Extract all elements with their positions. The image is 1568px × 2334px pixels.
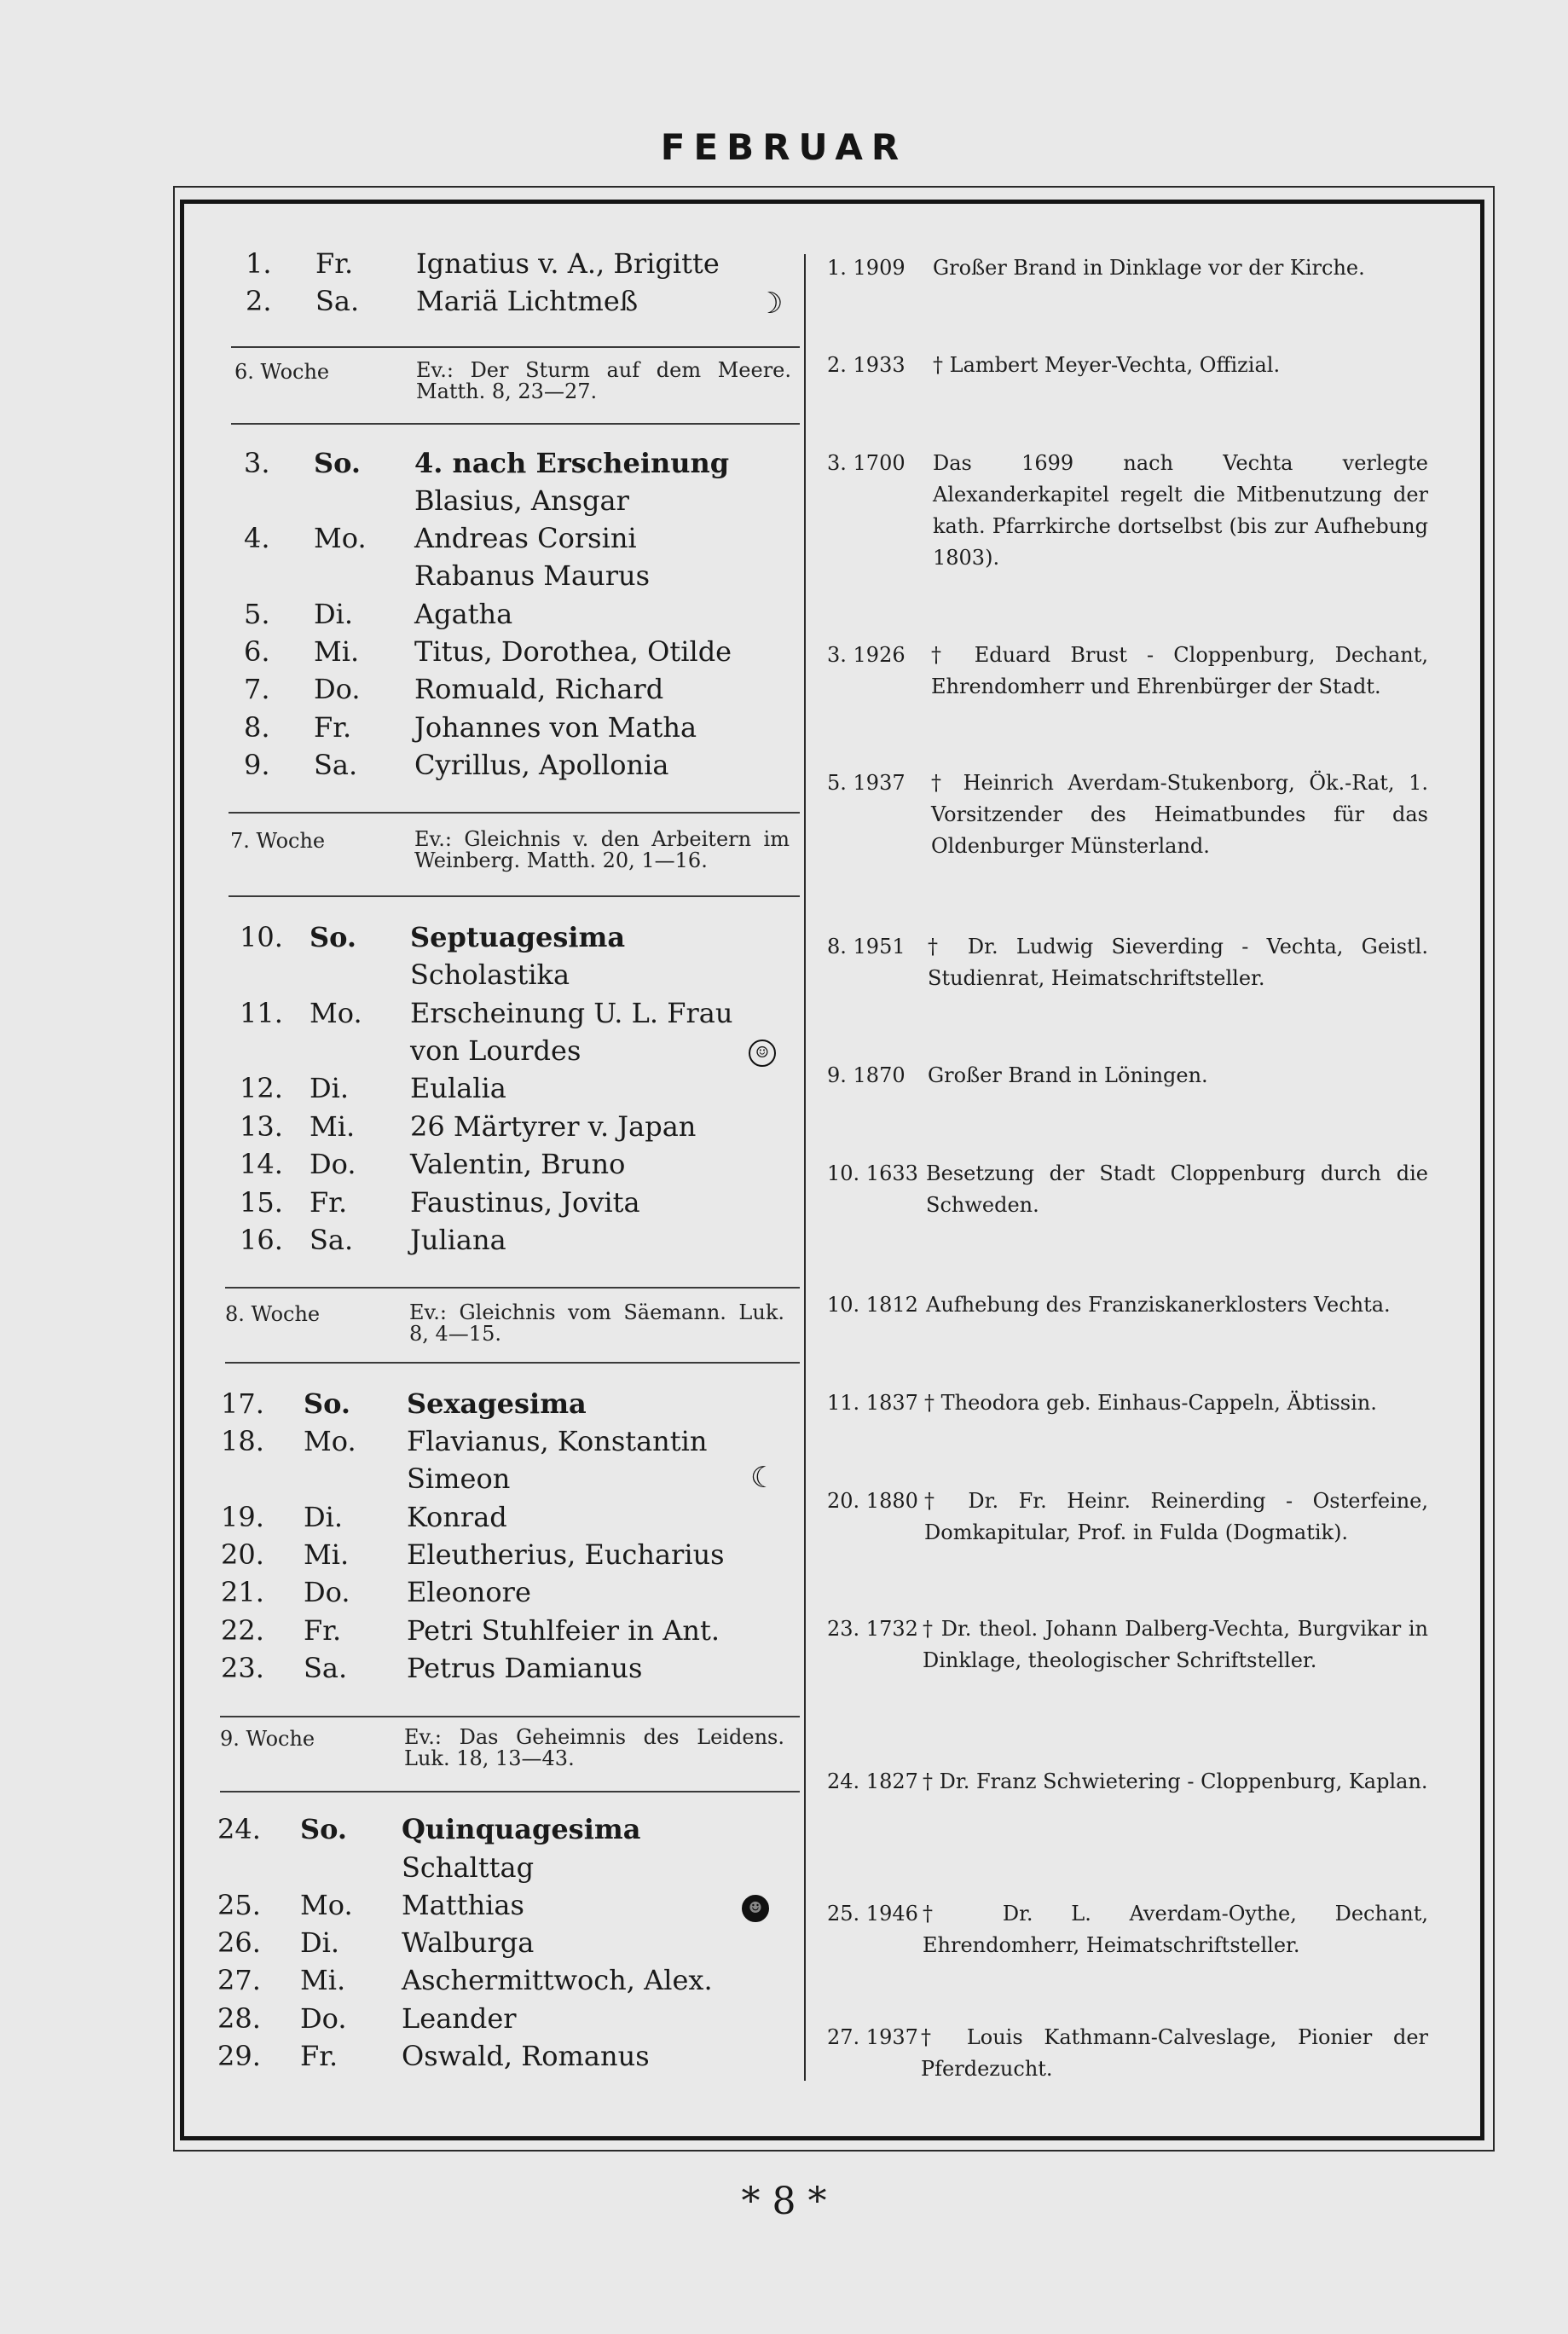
saint-continuation: Scholastika [410,959,570,991]
saint-continuation: Schalttag [402,1851,535,1884]
new-moon-icon: ☻ [742,1895,769,1922]
divider [225,1362,800,1364]
week-gospel: Ev.: Gleichnis vom Säemann. Luk. 8, 4—15. [409,1300,784,1346]
day-number: 17. [221,1387,264,1420]
saint-name: Mariä Lichtmeß [416,285,639,317]
saint-name: Konrad [407,1501,507,1533]
saint-name: Romuald, Richard [414,673,664,705]
divider [220,1716,800,1717]
saint-name: Eleonore [407,1576,531,1608]
day-number: 7. [244,673,270,705]
event-text: Aufhebung des Franziskanerklosters Vechta. [926,1293,1391,1317]
history-event [827,1898,1428,1961]
day-number: 22. [221,1614,264,1647]
weekday: So. [304,1387,351,1420]
weekday: Do. [304,1576,350,1608]
day-number: 11. [240,997,283,1029]
weekday: Mo. [314,522,367,554]
event-date: 2. 1933 [827,353,906,377]
event-text: Großer Brand in Löningen. [928,1063,1208,1087]
day-number: 28. [217,2002,261,2035]
column-separator [804,254,806,2081]
saint-name: Aschermittwoch, Alex. [402,1964,713,1996]
saint-name: Eleutherius, Eucharius [407,1538,725,1571]
weekday: Mi. [300,1964,346,1996]
saint-name: Petrus Damianus [407,1652,643,1684]
event-date: 1. 1909 [827,256,906,280]
saint-name: Titus, Dorothea, Otilde [414,635,732,668]
week-label: 7. Woche [230,829,326,853]
weekday: Sa. [304,1652,348,1684]
weekday: Fr. [310,1186,348,1219]
divider [229,895,800,897]
weekday: Fr. [315,247,354,280]
event-text: † Heinrich Averdam-Stukenborg, Ök.-Rat, 1. Vorsitzender des Heimatbundes für das Oldenburger Münsterland. [931,771,1428,858]
saint-name: 26 Märtyrer v. Japan [410,1110,697,1143]
divider [225,1287,800,1289]
event-text: † Dr. Fr. Heinr. Reinerding - Osterfeine, Domkapitular, Prof. in Fulda (Dogmatik). [924,1489,1428,1544]
saint-name: Matthias [402,1889,524,1921]
event-text: Besetzung der Stadt Cloppenburg durch die Schweden. [926,1161,1428,1217]
day-number: 4. [244,522,270,554]
history-event [827,1387,1428,1419]
day-number: 13. [240,1110,283,1143]
event-date: 3. 1926 [827,643,906,667]
day-number: 6. [244,635,270,668]
day-number: 29. [217,2040,261,2072]
history-event [827,448,1428,574]
day-number: 21. [221,1576,264,1608]
saint-name: Quinquagesima [402,1813,641,1845]
day-number: 14. [240,1148,283,1180]
page-number: * 8 * [741,2180,827,2223]
event-date: 8. 1951 [827,935,906,959]
day-number: 27. [217,1964,261,1996]
day-number: 10. [240,921,283,953]
event-date: 5. 1937 [827,771,906,795]
saint-name: Leander [402,2002,517,2035]
saint-continuation: Rabanus Maurus [414,559,651,592]
weekday: Mo. [304,1425,356,1457]
day-number: 5. [244,598,270,630]
day-number: 1. [246,247,272,280]
event-text: † Dr. L. Averdam-Oythe, Dechant, Ehrendomherr, Heimatschriftsteller. [923,1902,1428,1957]
saint-name: Agatha [414,598,513,630]
saint-continuation: Blasius, Ansgar [414,484,629,517]
day-number: 19. [221,1501,264,1533]
saint-name: Cyrillus, Apollonia [414,749,669,781]
event-date: 24. 1827 [827,1769,918,1793]
divider [229,812,800,814]
saint-continuation: von Lourdes [410,1034,581,1067]
weekday: Sa. [315,285,360,317]
saint-name: 4. nach Erscheinung [414,447,730,479]
day-number: 3. [244,447,270,479]
event-date: 25. 1946 [827,1902,918,1926]
saint-name: Valentin, Bruno [410,1148,626,1180]
weekday: Mo. [300,1889,353,1921]
day-number: 2. [246,285,272,317]
divider [220,1791,800,1792]
saint-name: Flavianus, Konstantin [407,1425,708,1457]
saint-name: Johannes von Matha [414,711,697,744]
event-text: † Dr. theol. Johann Dalberg-Vechta, Burgvikar in Dinklage, theologischer Schriftsteller. [923,1617,1428,1672]
weekday: Sa. [310,1224,354,1256]
saint-name: Erscheinung U. L. Frau [410,997,733,1029]
day-number: 18. [221,1425,264,1457]
day-number: 8. [244,711,270,744]
event-text: † Lambert Meyer-Vechta, Offizial. [933,353,1281,377]
history-event [827,767,1428,862]
page-title: FEBRUAR [660,126,908,168]
week-gospel: Ev.: Der Sturm auf dem Meere. Matth. 8, 23—27. [416,358,791,403]
history-event [827,1289,1428,1321]
weekday: Do. [314,673,361,705]
weekday: Fr. [300,2040,338,2072]
event-text: Das 1699 nach Vechta verlegte Alexanderkapitel regelt die Mitbenutzung der kath. Pfarrkirche dortselbst (bis zur Aufhebung 1803). [933,451,1428,570]
day-number: 20. [221,1538,264,1571]
weekday: So. [314,447,362,479]
weekday: Mo. [310,997,362,1029]
history-event [827,1060,1428,1092]
event-text: † Dr. Ludwig Sieverding - Vechta, Geistl. Studienrat, Heimatschriftsteller. [928,935,1428,990]
day-number: 9. [244,749,270,781]
weekday: Sa. [314,749,358,781]
event-text: † Louis Kathmann-Calveslage, Pionier der Pferdezucht. [921,2025,1428,2081]
week-label: 6. Woche [234,360,330,384]
day-number: 25. [217,1889,261,1921]
week-gospel: Ev.: Gleichnis v. den Arbeitern im Weinberg. Matth. 20, 1—16. [414,827,790,872]
weekday: Fr. [304,1614,342,1647]
saint-name: Faustinus, Jovita [410,1186,640,1219]
saint-name: Ignatius v. A., Brigitte [416,247,720,280]
day-number: 24. [217,1813,261,1845]
saint-name: Sexagesima [407,1387,587,1420]
last-quarter-moon-icon: ☾ [750,1461,777,1495]
saint-name: Andreas Corsini [414,522,637,554]
event-date: 9. 1870 [827,1063,906,1087]
saint-continuation: Simeon [407,1462,511,1495]
weekday: Do. [300,2002,347,2035]
event-date: 27. 1937 [827,2025,918,2049]
saint-name: Petri Stuhlfeier in Ant. [407,1614,720,1647]
saint-name: Walburga [402,1926,535,1959]
event-date: 11. 1837 [827,1391,918,1415]
event-text: † Dr. Franz Schwietering - Cloppenburg, Kaplan. [923,1769,1428,1793]
divider [231,423,800,425]
history-event [827,1486,1428,1549]
saint-name: Septuagesima [410,921,626,953]
weekday: Di. [310,1072,350,1104]
weekday: So. [300,1813,348,1845]
week-label: 8. Woche [225,1302,321,1326]
weekday: Mi. [304,1538,350,1571]
divider [231,346,800,348]
weekday: Do. [310,1148,356,1180]
history-event [827,252,1428,284]
history-event [827,931,1428,994]
weekday: Mi. [310,1110,356,1143]
day-number: 16. [240,1224,283,1256]
day-number: 26. [217,1926,261,1959]
weekday: Di. [304,1501,344,1533]
history-event [827,1613,1428,1677]
weekday: Di. [314,598,354,630]
day-number: 23. [221,1652,264,1684]
event-text: † Theodora geb. Einhaus-Cappeln, Äbtissin. [924,1391,1377,1415]
history-event [827,1766,1428,1798]
event-date: 10. 1812 [827,1293,918,1317]
event-text: Großer Brand in Dinklage vor der Kirche. [933,256,1365,280]
saint-name: Eulalia [410,1072,506,1104]
saint-name: Juliana [410,1224,506,1256]
full-moon-icon: ☺ [749,1040,776,1067]
event-date: 23. 1732 [827,1617,918,1641]
history-event [827,350,1428,381]
event-text: † Eduard Brust - Cloppenburg, Dechant, Ehrendomherr und Ehrenbürger der Stadt. [931,643,1428,698]
saint-name: Oswald, Romanus [402,2040,650,2072]
event-date: 10. 1633 [827,1161,918,1185]
day-number: 15. [240,1186,283,1219]
first-quarter-moon-icon: ☽ [757,287,784,321]
event-date: 20. 1880 [827,1489,918,1513]
history-event [827,2022,1428,2085]
week-gospel: Ev.: Das Geheimnis des Leidens. Luk. 18, 13—43. [404,1725,784,1770]
weekday: Mi. [314,635,360,668]
event-date: 3. 1700 [827,451,906,475]
weekday: So. [310,921,357,953]
day-number: 12. [240,1072,283,1104]
week-label: 9. Woche [220,1727,315,1751]
history-event [827,1158,1428,1221]
history-event [827,640,1428,703]
weekday: Fr. [314,711,352,744]
weekday: Di. [300,1926,340,1959]
